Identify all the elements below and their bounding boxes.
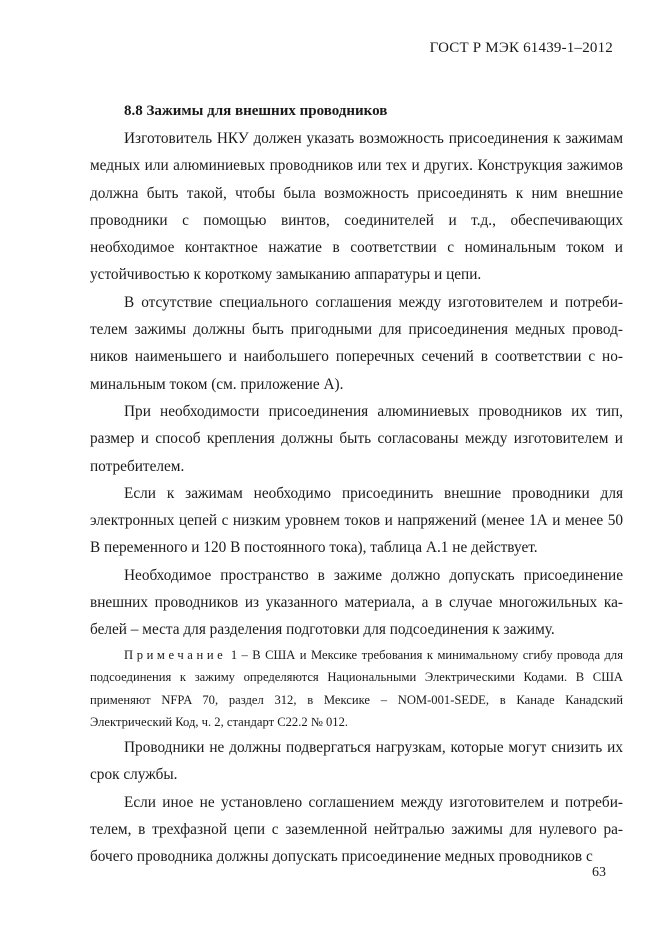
paragraph-2: В отсутствие специального соглашения между изготовителем и потребителем зажимы должны быть пригодными для присоединения медных проводников наименьшего и наибольшего поперечных сечений в соответствии с номинальным током (см. приложение А).	[90, 293, 623, 393]
paragraph-6: Проводники не должны подвергаться нагрузкам, которые могут снизить их срок службы.	[90, 739, 623, 784]
section-title: 8.8 Зажимы для внешних проводников	[124, 103, 388, 119]
paragraph-5: Необходимое пространство в зажиме должно допускать присоединение внешних проводников из указанного материала, а в случае многожильных кабелей – места для разделения подготовки для подсоединения к зажиму.	[90, 566, 623, 639]
document-header: ГОСТ Р МЭК 61439-1–2012	[429, 40, 613, 56]
page-number: 63	[592, 865, 606, 880]
note-label: Примечание	[124, 647, 227, 662]
note-text: 1 – В США и Мексике требования к минимальному сгибу провода для подсоединения к зажиму определяются Национальными Электрическими Кодами. В США применяют NFPA 70, раздел 312, в Мексике – NOM-001-SEDE, в Канаде Канадский Электрический Код, ч. 2, стандарт C22.2 № 012.	[90, 647, 623, 730]
document-body	[90, 98, 623, 871]
paragraph-1: Изготовитель НКУ должен указать возможность присоединения к зажимам медных или алюминиевых проводников или тех и других. Конструкция зажимов должна быть такой, чтобы была возможность присоединять к ним внешние проводники с помощью винтов, соединителей и т.д., обеспечивающих необходимое контактное нажатие в соответствии с номинальным током и устойчивостью к короткому замыканию аппаратуры и цепи.	[90, 130, 623, 284]
paragraph-3: При необходимости присоединения алюминиевых проводников их тип, размер и способ крепления должны быть согласованы между изготовителем и потребителем.	[90, 402, 623, 475]
note	[90, 644, 623, 734]
paragraph-4: Если к зажимам необходимо присоединить внешние проводники для электронных цепей с низким уровнем токов и напряжений (менее 1А и менее 50 В переменного и 120 В постоянного тока), таблица А.1 не действует.	[90, 484, 623, 557]
paragraph-7: Если иное не установлено соглашением между изготовителем и потребителем, в трехфазной цепи с заземленной нейтралью зажимы для нулевого рабочего проводника должны допускать присоединение медных проводников с	[90, 793, 623, 866]
